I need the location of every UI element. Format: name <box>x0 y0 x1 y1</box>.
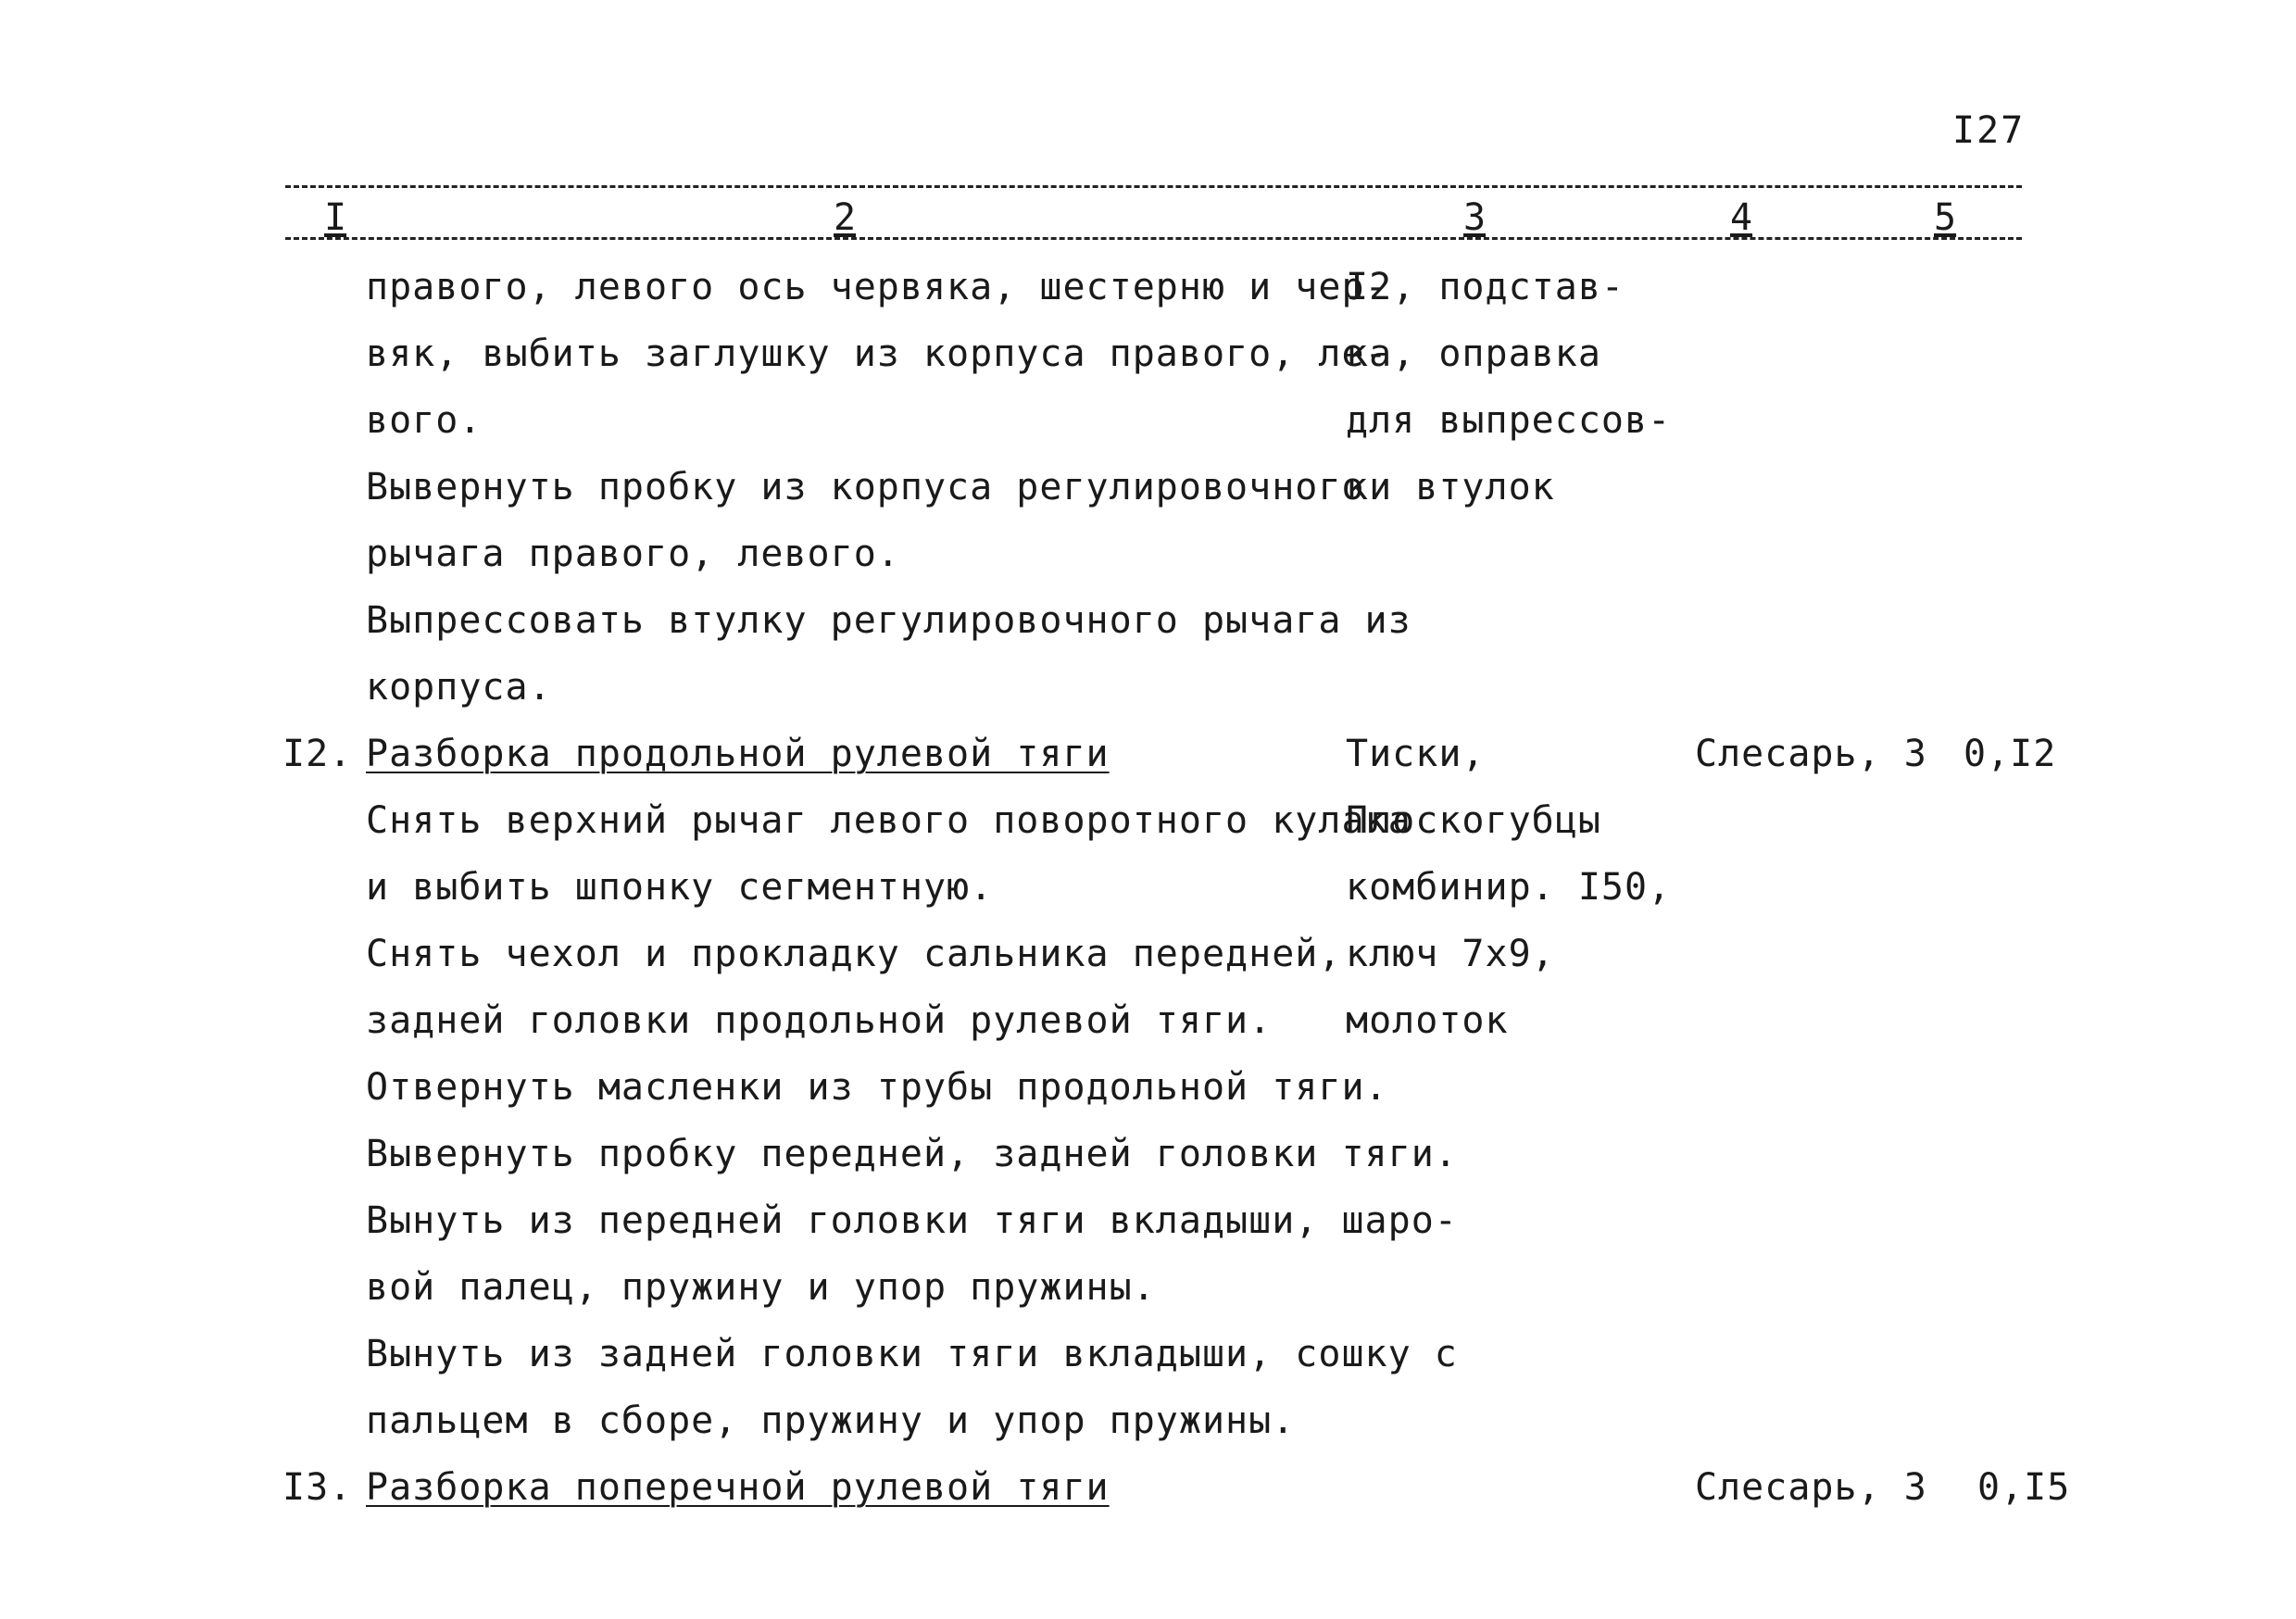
page-number: I27 <box>1952 109 2026 152</box>
text-line: Вывернуть пробку передней, задней головки тяги. <box>366 1133 1458 1175</box>
text-line: Вывернуть пробку из корпуса регулировочного <box>366 466 1365 508</box>
row-2-time: 0,I5 <box>1977 1466 2071 1509</box>
column-header-2: 2 <box>834 196 857 239</box>
text-line: Выпрессовать втулку регулировочного рычага из <box>366 599 1411 642</box>
column-header-3: 3 <box>1463 196 1487 239</box>
text-line: вого. <box>366 399 483 442</box>
row-2-worker: Слесарь, 3 <box>1695 1466 1927 1509</box>
column-header-1: I <box>324 196 347 239</box>
text-line: Вынуть из передней головки тяги вкладыши, шаро- <box>366 1199 1458 1242</box>
row-1-time: 0,I2 <box>1964 733 2057 775</box>
text-line: Снять чехол и прокладку сальника передней, <box>366 933 1342 975</box>
tools-line: ключ 7х9, <box>1346 933 1555 975</box>
tools-line: I2, подстав- <box>1346 266 1625 308</box>
tools-line: ка, оправка <box>1346 333 1601 375</box>
text-line: задней головки продольной рулевой тяги. <box>366 999 1273 1042</box>
tools-line: молоток <box>1346 999 1509 1042</box>
tools-line: Плоскогубцы <box>1346 799 1601 842</box>
row-2-title: Разборка поперечной рулевой тяги <box>366 1466 1110 1509</box>
text-line: вой палец, пружину и упор пружины. <box>366 1266 1156 1309</box>
text-line: правого, левого ось червяка, шестерню и чер- <box>366 266 1388 308</box>
text-line: и выбить шпонку сегментную. <box>366 866 994 909</box>
text-line: рычага правого, левого. <box>366 533 900 575</box>
row-1-worker: Слесарь, 3 <box>1695 733 1927 775</box>
text-line: Отвернуть масленки из трубы продольной тяги. <box>366 1066 1388 1109</box>
text-line: вяк, выбить заглушку из корпуса правого, ле- <box>366 333 1388 375</box>
tools-line: комбинир. I50, <box>1346 866 1672 909</box>
header-dash-line-top <box>285 185 2022 188</box>
text-line: Снять верхний рычаг левого поворотного кулака <box>366 799 1411 842</box>
row-1-number: I2. <box>282 733 353 775</box>
tools-line: ки втулок <box>1346 466 1555 508</box>
tools-line: Тиски, <box>1346 733 1486 775</box>
text-line: пальцем в сборе, пружину и упор пружины. <box>366 1399 1296 1442</box>
column-header-4: 4 <box>1730 196 1753 239</box>
row-2-number: I3. <box>282 1466 353 1509</box>
column-header-5: 5 <box>1934 196 1957 239</box>
row-1-title: Разборка продольной рулевой тяги <box>366 733 1110 775</box>
text-line: корпуса. <box>366 666 552 709</box>
text-line: Вынуть из задней головки тяги вкладыши, сошку с <box>366 1333 1458 1375</box>
header-dash-line-bottom <box>285 237 2022 240</box>
tools-line: для выпрессов- <box>1346 399 1672 442</box>
